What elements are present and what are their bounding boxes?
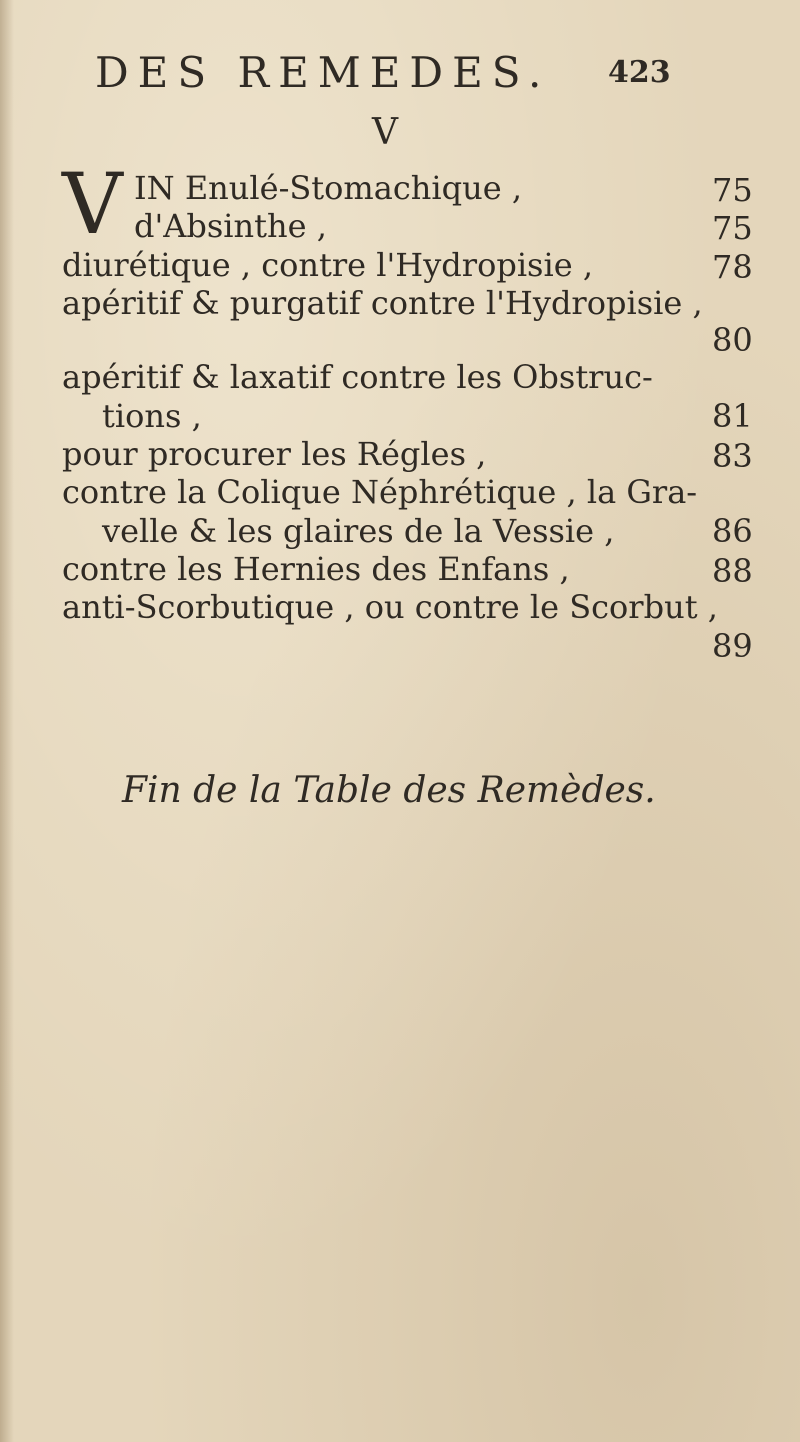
entry-page: 75 bbox=[712, 209, 753, 247]
entry-page: 78 bbox=[712, 248, 753, 286]
entry-text: d'Absinthe , bbox=[134, 207, 327, 245]
entry-page: 89 bbox=[712, 627, 753, 665]
entry-page: 80 bbox=[712, 321, 753, 359]
entry-text: apéritif & purgatif contre l'Hydropisie , bbox=[62, 284, 703, 322]
entry-text: IN Enulé-Stomachique , bbox=[134, 169, 522, 207]
entry-text: contre la Colique Néphrétique , la Gra- bbox=[62, 473, 698, 511]
entry-page: 81 bbox=[712, 397, 753, 435]
entry-continuation: velle & les glaires de la Vessie , bbox=[102, 512, 615, 550]
entry-page: 86 bbox=[712, 512, 753, 550]
entry-text: diurétique , contre l'Hydropisie , bbox=[62, 246, 593, 284]
end-note: Fin de la Table des Remèdes. bbox=[122, 770, 656, 811]
entry-page: 83 bbox=[712, 437, 753, 475]
entry-page: 75 bbox=[712, 171, 753, 209]
running-head: DES REMEDES. bbox=[95, 48, 551, 97]
entry-text: contre les Hernies des Enfans , bbox=[62, 550, 570, 588]
drop-cap: V bbox=[62, 155, 123, 253]
page-number: 423 bbox=[608, 55, 671, 90]
entry-page: 88 bbox=[712, 552, 753, 590]
entry-continuation: tions , bbox=[102, 397, 202, 435]
entry-text: pour procurer les Régles , bbox=[62, 435, 487, 473]
section-letter: V bbox=[372, 112, 398, 153]
page-edge-shadow bbox=[0, 0, 14, 1442]
entry-text: apéritif & laxatif contre les Obstruc- bbox=[62, 358, 653, 396]
entry-text: anti-Scorbutique , ou contre le Scorbut , bbox=[62, 588, 718, 626]
